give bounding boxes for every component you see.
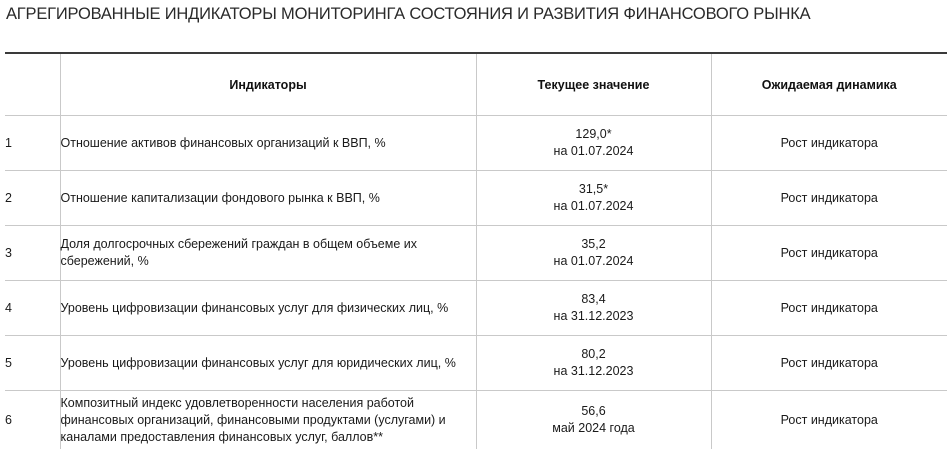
header-expected-dynamics: Ожидаемая динамика — [711, 53, 947, 116]
expected-dynamics: Рост индикатора — [711, 391, 947, 450]
table-row — [5, 171, 947, 226]
row-number: 4 — [5, 281, 60, 336]
expected-dynamics: Рост индикатора — [711, 336, 947, 391]
indicator-name: Уровень цифровизации финансовых услуг для физических лиц, % — [60, 281, 476, 336]
indicator-name: Композитный индекс удовлетворенности населения работой финансовых организаций, финансовыми продуктами (услугами) и каналами предоставления финансовых услуг, баллов** — [60, 391, 476, 450]
value-date: на 31.12.2023 — [553, 309, 634, 323]
indicator-name: Уровень цифровизации финансовых услуг для юридических лиц, % — [60, 336, 476, 391]
header-indicators: Индикаторы — [60, 53, 476, 116]
current-value-cell — [476, 226, 711, 281]
row-number: 1 — [5, 116, 60, 171]
table-row — [5, 281, 947, 336]
page-title: АГРЕГИРОВАННЫЕ ИНДИКАТОРЫ МОНИТОРИНГА СОСТОЯНИЯ И РАЗВИТИЯ ФИНАНСОВОГО РЫНКА — [6, 5, 811, 23]
current-value: 31,5* — [578, 182, 609, 196]
row-number: 3 — [5, 226, 60, 281]
value-date: на 01.07.2024 — [553, 199, 634, 213]
current-value: 56,6 — [581, 404, 606, 418]
table-row — [5, 116, 947, 171]
current-value: 83,4 — [581, 292, 606, 306]
expected-dynamics: Рост индикатора — [711, 226, 947, 281]
table-row — [5, 226, 947, 281]
indicator-name: Отношение капитализации фондового рынка к ВВП, % — [60, 171, 476, 226]
indicators-table — [5, 52, 947, 449]
table-header-row — [5, 53, 947, 116]
value-date: на 01.07.2024 — [553, 254, 634, 268]
current-value: 129,0* — [575, 127, 612, 141]
header-number — [5, 53, 60, 116]
current-value-cell — [476, 116, 711, 171]
value-date: на 01.07.2024 — [553, 144, 634, 158]
row-number: 2 — [5, 171, 60, 226]
row-number: 5 — [5, 336, 60, 391]
indicator-name: Доля долгосрочных сбережений граждан в общем объеме их сбережений, % — [60, 226, 476, 281]
current-value: 80,2 — [581, 347, 606, 361]
value-date: май 2024 года — [552, 421, 635, 435]
expected-dynamics: Рост индикатора — [711, 281, 947, 336]
indicator-name: Отношение активов финансовых организаций к ВВП, % — [60, 116, 476, 171]
table-row — [5, 336, 947, 391]
row-number: 6 — [5, 413, 12, 427]
current-value: 35,2 — [581, 237, 606, 251]
current-value-cell — [476, 391, 711, 450]
expected-dynamics: Рост индикатора — [711, 171, 947, 226]
table-row — [5, 391, 947, 450]
current-value-cell — [476, 336, 711, 391]
current-value-cell — [476, 171, 711, 226]
current-value-cell — [476, 281, 711, 336]
expected-dynamics: Рост индикатора — [711, 116, 947, 171]
header-current-value: Текущее значение — [476, 53, 711, 116]
value-date: на 31.12.2023 — [553, 364, 634, 378]
